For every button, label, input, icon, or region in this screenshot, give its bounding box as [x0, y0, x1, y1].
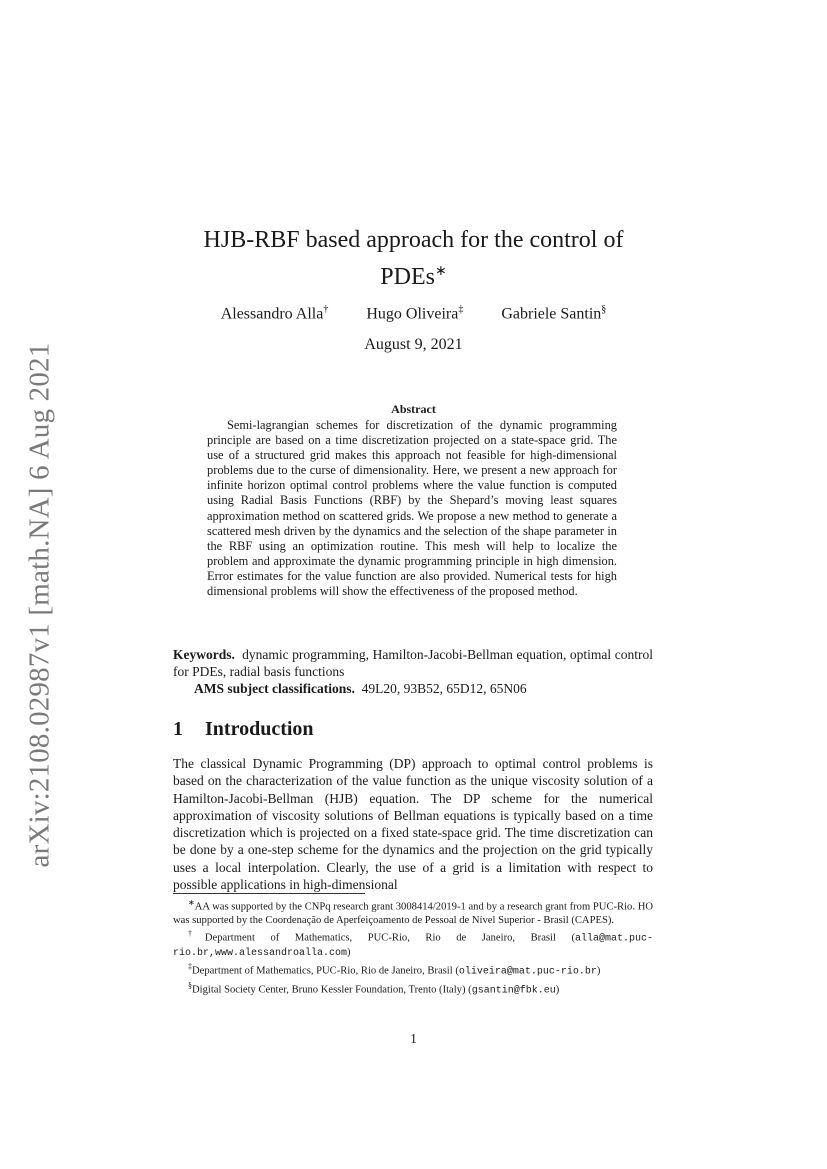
footnote-2-email[interactable]: alla@mat.puc-rio.br,www.alessandroalla.com	[173, 933, 653, 959]
footnote-3-mark: ‡	[188, 961, 192, 971]
footnote-1	[173, 896, 653, 927]
abstract-body: Semi-lagrangian schemes for discretization of the dynamic programming principle are based on a time discretization projected on a state-space grid. The use of a structured grid makes this approach not feasible for high-dimensional problems due to the curse of dimensionality. Here, we present a new approach for infinite horizon optimal control problems where the value function is computed using Radial Basis Functions (RBF) by the Shepard’s moving least squares approximation method on scattered grids. We propose a new method to generate a scattered mesh driven by the dynamics and the selection of the shape parameter in the RBF using an optimization routine. This mesh will help to localize the problem and approximate the dynamic programming principle in high dimension. Error estimates for the value function are also provided. Numerical tests for high dimensional problems will show the effectiveness of the proposed method.	[207, 418, 617, 599]
author-2-name: Hugo Oliveira	[366, 305, 459, 323]
footnote-2	[173, 927, 653, 960]
author-2	[366, 304, 463, 323]
footnote-2-close: )	[347, 946, 351, 958]
section-title: Introduction	[205, 718, 314, 740]
ams-label: AMS subject classifications.	[194, 681, 355, 696]
author-1-name: Alessandro Alla	[220, 305, 324, 323]
author-3	[501, 304, 606, 323]
footnote-3-email[interactable]: oliveira@mat.puc-rio.br	[458, 966, 597, 978]
keywords-label: Keywords.	[173, 647, 235, 662]
title-line-2	[150, 256, 677, 293]
section-number: 1	[173, 718, 183, 740]
footnote-1-mark: ∗	[188, 898, 195, 907]
introduction-paragraph: The classical Dynamic Programming (DP) approach to optimal control problems is based on the characterization of the value function as the unique viscosity solution of a Hamilton-Jacobi-Bellman (HJB) equation. The DP scheme for the numerical approximation of viscosity solutions of Bellman equations is typically based on a time discretization which is projected on a fixed state-space grid. The time discretization can be done by a one-step scheme for the dynamics and the projection on the grid typically uses a local interpolation. Clearly, the use of a grid is a limitation with respect to possible applications in high-dimensional	[173, 756, 653, 893]
footnote-4	[173, 979, 653, 998]
title-line-2-text: PDEs	[380, 264, 435, 290]
footnote-1-text: AA was supported by the CNPq research grant 3008414/2019-1 and by a research grant from PUC-Rio. HO was supported by the Coordenação de Aperfeiçoamento de Pessoal de Nível Superior - Brasil (CAPES).	[173, 901, 653, 926]
keywords-text: dynamic programming, Hamilton-Jacobi-Bellman equation, optimal control for PDEs, radial basis functions	[173, 647, 654, 679]
author-1	[221, 304, 329, 323]
section-heading	[173, 718, 314, 741]
footnotes	[173, 896, 653, 997]
footnote-2-mark: †	[188, 928, 205, 938]
footnote-3	[173, 960, 653, 979]
author-3-name: Gabriele Santin	[501, 305, 602, 323]
footnote-4-mark: §	[188, 980, 192, 990]
paper-date: August 9, 2021	[364, 336, 463, 353]
footnote-3-text: Department of Mathematics, PUC-Rio, Rio de Janeiro, Brasil (	[192, 965, 459, 977]
footnote-4-close: )	[555, 984, 560, 996]
author-2-mark: ‡	[458, 304, 464, 315]
keywords	[173, 646, 653, 680]
footnote-4-text: Digital Society Center, Bruno Kessler Foundation, Trento (Italy) (	[192, 984, 472, 996]
page-number: 1	[410, 1031, 417, 1046]
author-list	[150, 304, 677, 323]
footnote-4-email[interactable]: gsantin@fbk.eu	[471, 985, 556, 997]
footnote-3-close: )	[596, 965, 601, 977]
author-1-mark: †	[323, 304, 329, 315]
footnote-2-text: Department of Mathematics, PUC-Rio, Rio de Janeiro, Brasil (	[204, 932, 575, 944]
author-3-mark: §	[601, 304, 607, 315]
title-footnote-mark: ∗	[434, 264, 447, 279]
arxiv-identifier: arXiv:2108.02987v1 [math.NA] 6 Aug 2021	[23, 342, 56, 868]
abstract-heading: Abstract	[391, 402, 436, 416]
ams-classifications	[194, 681, 654, 697]
paper-title	[150, 225, 677, 293]
title-line-1: HJB-RBF based approach for the control of	[203, 227, 624, 253]
ams-text: 49L20, 93B52, 65D12, 65N06	[361, 681, 527, 696]
footnote-rule	[173, 893, 365, 894]
